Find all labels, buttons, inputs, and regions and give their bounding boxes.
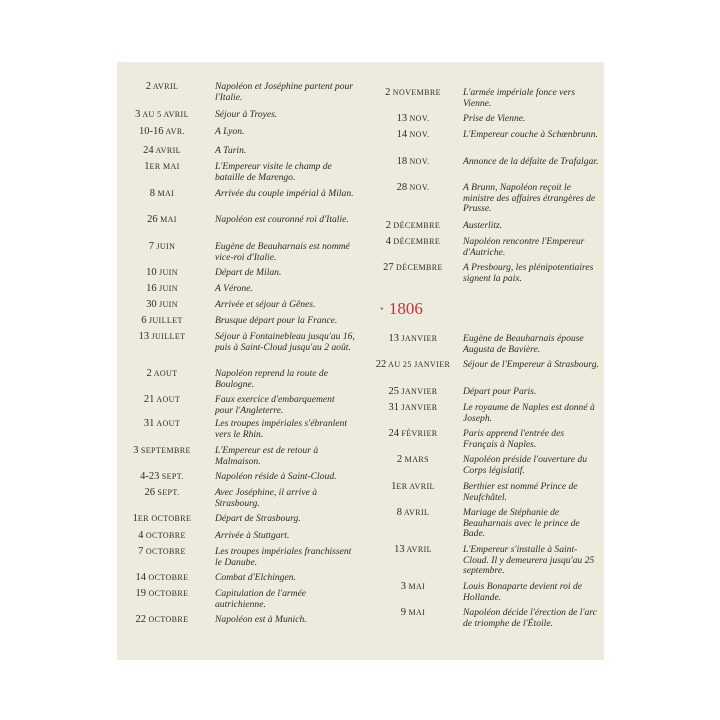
entry-date: 31 JANVIER [388, 402, 438, 413]
entry-text: L'armée impériale fonce vers Vienne. [463, 87, 576, 109]
entry-date: 31 AOUT [143, 418, 181, 429]
entry-date: 13 AVRIL [394, 544, 432, 555]
entry-text: Séjour à Fontainebleau jusqu'au 16, puis à Saint-Cloud jusqu'au 2 août. [215, 331, 355, 353]
entry-text: Le royaume de Naples est donné à Joseph. [463, 402, 595, 424]
entry-date: 1ER AVRIL [391, 481, 435, 492]
entry-date: 3 MAI [400, 581, 426, 592]
entry-text: Mariage de Stéphanie de Beauharnais avec le prince de Bade. [463, 507, 580, 539]
entry-text: Berthier est nommé Prince de Neufchâtel. [463, 481, 578, 503]
entry-date: 4 DÉCEMBRE [385, 236, 441, 247]
entry-text: Napoléon est à Munich. [215, 614, 307, 625]
entry-text: Départ de Strasbourg. [215, 513, 301, 524]
entry-date: 14 OCTOBRE [135, 572, 189, 583]
entry-text: Louis Bonaparte devient roi de Hollande. [463, 581, 583, 603]
entry-date: 13 JUILLET [138, 331, 186, 342]
entry-date: 16 JUIN [146, 283, 178, 294]
entry-date: 13 JANVIER [388, 333, 438, 344]
entry-date: 18 NOV. [396, 156, 430, 167]
entry-date: 4 OCTOBRE [138, 530, 186, 541]
entry-date: 19 OCTOBRE [135, 588, 189, 599]
entry-text: A Turin. [215, 145, 247, 156]
entry-date: 8 MAI [149, 188, 175, 199]
entry-text: Départ pour Paris. [463, 386, 537, 397]
entry-date: 24 FÉVRIER [388, 428, 438, 439]
entry-text: Les troupes impériales franchissent le Danube. [215, 546, 352, 568]
entry-date: 2 NOVEMBRE [385, 87, 441, 98]
entry-date: 26 MAI [147, 214, 177, 225]
entry-text: Départ de Milan. [215, 267, 282, 278]
entry-date: 28 NOV. [396, 182, 430, 193]
entry-text: Avec Joséphine, il arrive à Strasbourg. [215, 487, 318, 509]
entry-date: 22 OCTOBRE [135, 614, 189, 625]
entry-text: Brusque départ pour la France. [215, 315, 338, 326]
entry-text: Eugène de Beauharnais est nommé vice-roi d'Italie. [215, 241, 350, 263]
entry-date: 3 AU 5 AVRIL [135, 109, 189, 120]
entry-text: Napoléon décide l'érection de l'arc de triomphe de l'Étoile. [463, 607, 597, 629]
entry-text: A Lyon. [215, 126, 245, 137]
entry-date: 2 AOUT [146, 368, 178, 379]
entry-date: 1ER OCTOBRE [132, 513, 192, 524]
entry-date: 30 JUIN [146, 299, 178, 310]
entry-text: Napoléon réside à Saint-Cloud. [215, 471, 337, 482]
entry-date: 14 NOV. [396, 129, 430, 140]
entry-text: Paris apprend l'entrée des Français à Naples. [463, 428, 565, 450]
entry-text: A Vérone. [215, 283, 253, 294]
entry-text: A Brunn, Napoléon reçoit le ministre des affaires étrangères de Prusse. [463, 182, 596, 214]
entry-text: Annonce de la défaite de Trafalgar. [463, 156, 599, 167]
entry-text: Arrivée et séjour à Gênes. [215, 299, 316, 310]
entry-date: 6 JUILLET [141, 315, 183, 326]
entry-text: Arrivée à Stuttgart. [215, 530, 290, 541]
entry-date: 22 AU 25 JANVIER [375, 359, 451, 370]
entry-text: Arrivée du couple impérial à Milan. [215, 188, 354, 199]
entry-date: 4-23 SEPT. [140, 471, 184, 482]
entry-text: Faux exercice d'embarquement pour l'Angleterre. [215, 394, 335, 416]
entry-date: 26 SEPT. [144, 487, 180, 498]
year-heading: · 1806 [379, 299, 423, 318]
entry-date: 8 AVRIL [396, 507, 430, 518]
book-page [117, 62, 604, 660]
entry-date: 27 DÉCEMBRE [383, 262, 443, 273]
entry-text: Napoléon et Joséphine partent pour l'Italie. [215, 81, 354, 103]
entry-text: L'Empereur visite le champ de bataille de Marengo. [215, 161, 332, 183]
entry-date: 7 JUIN [148, 241, 176, 252]
entry-date: 3 SEPTEMBRE [133, 445, 191, 456]
entry-text: Séjour de l'Empereur à Strasbourg. [463, 359, 599, 370]
entry-text: Capitulation de l'armée autrichienne. [215, 588, 307, 610]
entry-date: 2 DÉCEMBRE [385, 220, 441, 231]
entry-text: Séjour à Troyes. [215, 109, 278, 120]
entry-date: 13 NOV. [396, 113, 430, 124]
entry-text: Les troupes impériales s'ébranlent vers le Rhin. [215, 418, 348, 440]
entry-date: 10 JUIN [146, 267, 178, 278]
entry-date: 10-16 AVR. [139, 126, 185, 137]
entry-text: Napoléon est couronné roi d'Italie. [215, 214, 349, 225]
entry-text: Napoléon préside l'ouverture du Corps législatif. [463, 454, 587, 476]
entry-text: Prise de Vienne. [463, 113, 526, 124]
entry-date: 21 AOUT [143, 394, 181, 405]
entry-text: L'Empereur est de retour à Malmaison. [215, 445, 319, 467]
entry-text: L'Empereur s'installe à Saint-Cloud. Il y demeurera jusqu'au 25 septembre. [463, 544, 595, 576]
entry-date: 1ER MAI [144, 161, 180, 172]
entry-text: Austerlitz. [463, 220, 503, 231]
entry-date: 7 OCTOBRE [138, 546, 186, 557]
entry-date: 9 MAI [400, 607, 426, 618]
entry-text: Combat d'Elchingen. [215, 572, 296, 583]
entry-text: A Presbourg, les plénipotentiaires signent la paix. [463, 262, 594, 284]
entry-date: 25 JANVIER [388, 386, 438, 397]
entry-text: Napoléon rencontre l'Empereur d'Autriche. [463, 236, 585, 258]
entry-date: 2 AVRIL [145, 81, 179, 92]
entry-date: 2 MARS [397, 454, 429, 465]
entry-date: 24 AVRIL [143, 145, 181, 156]
entry-text: L'Empereur couche à Schœnbrunn. [463, 129, 598, 140]
entry-text: Eugène de Beauharnais épouse Augusta de Bavière. [463, 333, 584, 355]
entry-text: Napoléon reprend la route de Boulogne. [215, 368, 328, 390]
